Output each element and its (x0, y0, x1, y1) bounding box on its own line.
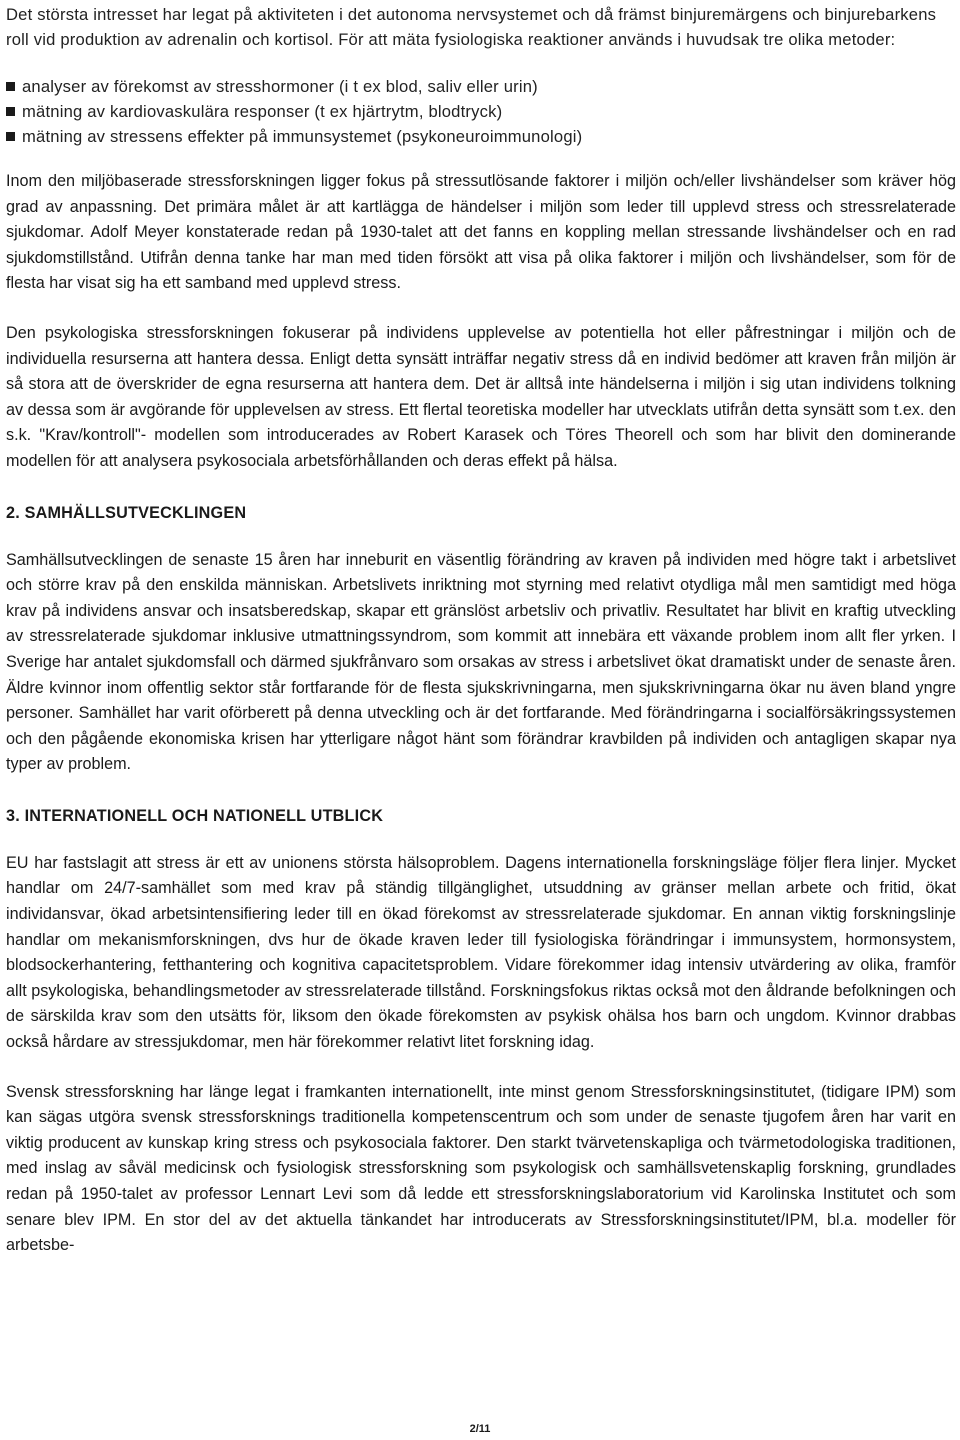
square-bullet-icon (6, 132, 15, 141)
swedish-research-paragraph: Svensk stressforskning har länge legat i framkanten internationellt, inte minst genom Stressforskningsinstitutet, (tidigare IPM) som kan sägas utgöra svensk stressforsknings traditionella kompetenscentrum och som under de senaste tjugofem åren har varit en viktig producent av kunskap kring stress och psykosociala faktorer. Den starkt tvärvetenskapliga och tvärmetodologiska traditionen, med inslag av såväl medicinsk och fysiologisk stressforskning som psykologisk och samhällsvetenskaplig forskning, grundlades redan på 1950-talet av professor Lennart Levi som då ledde ett stressforskningslaboratorium vid Karolinska Institutet och som senare blev IPM. En stor del av det aktuella tänkandet har introducerats av Stressforskningsinstitutet/IPM, bl.a. modeller för arbetsbe- (6, 1082, 956, 1255)
section-heading-utblick: 3. INTERNATIONELL OCH NATIONELL UTBLICK (6, 806, 384, 825)
psychological-stress-paragraph: Den psykologiska stressforskningen fokuserar på individens upplevelse av potentiella hot eller påfrestningar i miljön och de individuella resurserna att hantera dessa. Enligt detta synsätt inträffar negativ stress då en individ bedömer att kraven från miljön är så stora att de överskrider de egna resurserna att hantera dem. Det är alltså inte händelserna i miljön i sig utan individens tolkning av dessa som är avgörande för upplevelsen av stress. Ett flertal teoretiska modeller har utvecklats utifrån detta synsätt som t.ex. den s.k. "Krav/kontroll"- modellen som introducerades av Robert Karasek och Töres Theorell och som har blivit den dominerande modellen för att analysera psykosociala arbetsförhållanden och deras effekt på hälsa. (6, 323, 956, 470)
international-paragraph: EU har fastslagit att stress är ett av unionens största hälsoproblem. Dagens internationella forskningsläge följer flera linjer. Mycket handlar om 24/7-samhället som med krav på ständig tillgänglighet, utsuddning av gränser mellan arbete och fritid, ökat individansvar, ökad arbetsintensifiering leder till en ökad förekomst av stressrelaterade sjukdomar. En annan viktig forskningslinje handlar om mekanismforskningen, dvs hur de ökade kraven leder till fysiologiska förändringar i immunsystem, hormonsystem, blodsockerhantering, fetthantering och kognitiva capacitetsproblem. Vidare förekommer idag intensiv utvärdering av olika, framför allt psykologiska, behandlingsmetoder av stressrelaterade tillstånd. Forskningsfokus riktas också mot den åldrande befolkningen och de särskilda krav som den utsätts för, liksom den ökade förekomsten av psykisk ohälsa hos barn och ungdom. Kvinnor drabbas också hårdare av stressjukdomar, men här förekommer relativt litet forskning idag. (6, 853, 956, 1052)
list-item-text: mätning av kardiovaskulära responser (t ex hjärtrytm, blodtryck) (22, 102, 503, 121)
society-paragraph: Samhällsutvecklingen de senaste 15 åren har inneburit en väsentlig förändring av kraven på individen med högre takt i arbetslivet och större krav på den enskilda människan. Arbetslivets inriktning mot styrning med relativt otydliga mål men samtidigt med höga krav på individens ansvar och insatsberedskap, skapar ett gränslöst arbetsliv och privatliv. Resultatet har blivit en kraftig utveckling av stressrelaterade sjukdomar inklusive utmattningssyndrom, som kommit att innebära ett växande problem inom allt fler yrken. I Sverige har antalet sjukdomsfall och därmed sjukfrånvaro som orsakas av stress i arbetslivet ökat dramatiskt under de senaste åren. Äldre kvinnor inom offentlig sektor står fortfarande för de flesta sjukskrivningarna, men sjukskrivningarna ökar nu även bland yngre personer. Samhället har varit oförberett på denna utveckling och är det fortfarande. Med förändringarna i socialförsäkringssystemen och den pågående ekonomiska krisen har ytterligare något hänt som förändrar kravbilden på individen och antagligen skapar nya typer av problem. (6, 550, 956, 774)
intro-paragraph: Det största intresset har legat på aktiviteten i det autonoma nervsystemet och då främst binjuremärgens och binjurebarkens roll vid produktion av adrenalin och kortisol. För att mäta fysiologiska reaktioner används i huvudsak tre olika metoder: (6, 5, 937, 49)
methods-list (6, 74, 956, 149)
list-item-text: mätning av stressens effekter på immunsystemet (psykoneuroimmunologi) (22, 127, 583, 146)
square-bullet-icon (6, 107, 15, 116)
list-item (6, 124, 956, 149)
page-number: 2/11 (469, 1423, 491, 1435)
document-page (6, 0, 956, 1259)
section-heading-samhallsutvecklingen: 2. SAMHÄLLSUTVECKLINGEN (6, 503, 247, 522)
list-item (6, 74, 956, 99)
square-bullet-icon (6, 82, 15, 91)
list-item-text: analyser av förekomst av stresshormoner (i t ex blod, saliv eller urin) (22, 77, 538, 96)
environmental-stress-paragraph: Inom den miljöbaserade stressforskningen ligger fokus på stressutlösande faktorer i miljön och/eller livshändelser som kräver hög grad av anpassning. Det primära målet är att kartlägga de händelser i miljön som leder till upplevd stress och stressrelaterade sjukdomar. Adolf Meyer konstaterade redan på 1930-talet att det fanns en koppling mellan stressande livshändelser och en rad sjukdomstillstånd. Utifrån denna tanke har man med tiden försökt att visa på olika faktorer i miljön och livshändelser, som för de flesta har visat sig ha ett samband med upplevd stress. (6, 172, 956, 293)
list-item (6, 99, 956, 124)
